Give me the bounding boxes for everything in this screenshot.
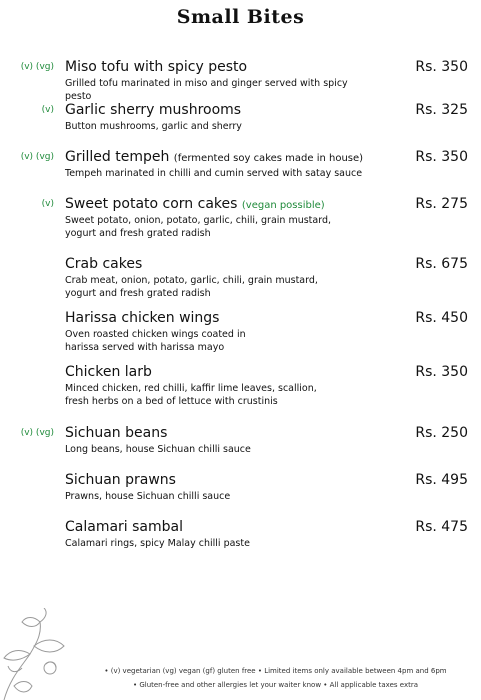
item-name-text: Grilled tempeh <box>65 149 170 165</box>
desc-line: Calamari rings, spicy Malay chilli paste <box>65 538 250 549</box>
item-name-text: Sichuan beans <box>65 425 168 441</box>
item-name <box>65 472 176 488</box>
desc-line: Prawns, house Sichuan chilli sauce <box>65 491 231 502</box>
item-name-text: Chicken larb <box>65 364 152 380</box>
desc-line: Oven roasted chicken wings coated in <box>65 329 246 340</box>
item-note: (fermented soy cakes made in house) <box>173 153 364 164</box>
footer-legend: • (v) vegetarian (vg) vegan (gf) gluten free • Limited items only available between 4pm and 6pm <box>104 667 447 675</box>
item-name-text: Sichuan prawns <box>65 472 176 488</box>
item-description <box>65 490 365 503</box>
desc-line: Sweet potato, onion, potato, garlic, chili, grain mustard, <box>65 215 332 226</box>
item-description <box>65 77 365 103</box>
item-name <box>65 102 241 118</box>
desc-line: Crab meat, onion, potato, garlic, chili, grain mustard, <box>65 275 318 286</box>
item-description <box>65 537 365 550</box>
vegan-possible-note: (vegan possible) <box>241 200 325 211</box>
desc-line: harissa served with harissa mayo <box>65 342 225 353</box>
desc-line: yogurt and fresh grated radish <box>65 288 211 299</box>
diet-tags: (v) (vg) <box>20 152 54 162</box>
item-name <box>65 364 152 380</box>
item-description <box>65 443 365 456</box>
item-price: Rs. 275 <box>415 196 468 212</box>
item-price: Rs. 350 <box>415 149 468 165</box>
desc-line: Minced chicken, red chilli, kaffir lime leaves, scallion, <box>65 383 317 394</box>
item-price: Rs. 250 <box>415 425 468 441</box>
item-price: Rs. 675 <box>415 256 468 272</box>
item-price: Rs. 325 <box>415 102 468 118</box>
item-description <box>65 328 365 354</box>
diet-tags: (v) (vg) <box>20 62 54 72</box>
desc-line: fresh herbs on a bed of lettuce with crustinis <box>65 396 278 407</box>
item-name <box>65 519 183 535</box>
diet-tags: (v) (vg) <box>20 428 54 438</box>
item-description <box>65 382 365 408</box>
item-name <box>65 196 325 212</box>
item-name <box>65 59 247 75</box>
leaf-vine-icon <box>0 608 72 700</box>
item-description <box>65 214 365 240</box>
item-name <box>65 425 167 441</box>
item-price: Rs. 475 <box>415 519 468 535</box>
page-title: Small Bites <box>176 6 305 28</box>
item-price: Rs. 350 <box>415 59 468 75</box>
item-price: Rs. 495 <box>415 472 468 488</box>
desc-line: Long beans, house Sichuan chilli sauce <box>65 444 251 455</box>
item-name-text: Calamari sambal <box>65 519 184 535</box>
item-description <box>65 274 365 300</box>
item-description <box>65 167 365 180</box>
item-description <box>65 120 365 133</box>
item-price: Rs. 350 <box>415 364 468 380</box>
desc-line: yogurt and fresh grated radish <box>65 228 211 239</box>
desc-line: Grilled tofu marinated in miso and ginger served with spicy pesto <box>65 78 348 102</box>
item-name <box>65 256 142 272</box>
item-name-text: Sweet potato corn cakes <box>65 196 238 212</box>
diet-tags: (v) <box>41 199 54 209</box>
item-price: Rs. 450 <box>415 310 468 326</box>
diet-tags: (v) <box>41 105 54 115</box>
item-name-text: Miso tofu with spicy pesto <box>65 59 248 75</box>
footer-allergy-note: • Gluten-free and other allergies let your waiter know • All applicable taxes extra <box>132 681 419 689</box>
item-name <box>65 310 219 326</box>
desc-line: Button mushrooms, garlic and sherry <box>65 121 242 132</box>
item-name-text: Crab cakes <box>65 256 143 272</box>
item-name-text: Garlic sherry mushrooms <box>65 102 242 118</box>
item-name <box>65 149 363 165</box>
desc-line: Tempeh marinated in chilli and cumin served with satay sauce <box>65 168 363 179</box>
item-name-text: Harissa chicken wings <box>65 310 220 326</box>
